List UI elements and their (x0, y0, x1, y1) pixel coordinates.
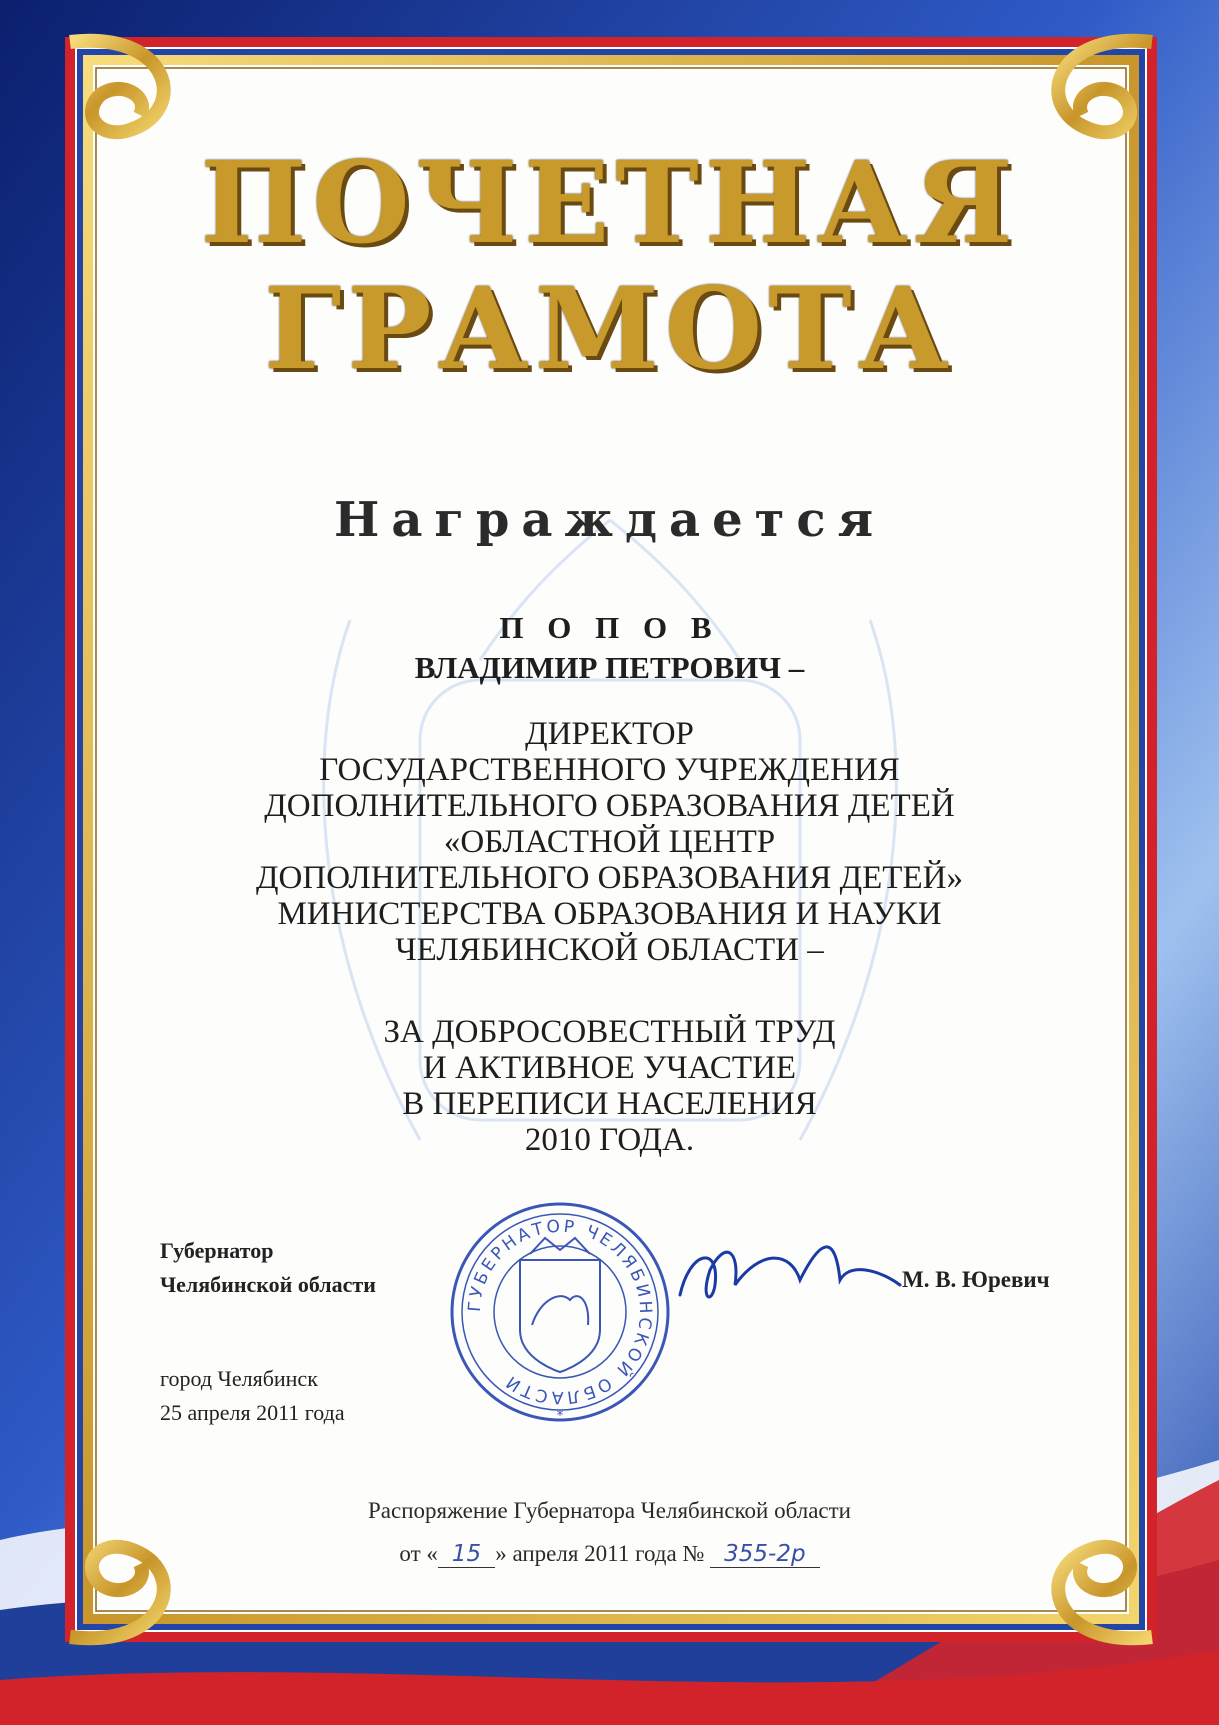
reason-line: И АКТИВНОЕ УЧАСТИЕ (422, 1050, 797, 1086)
award-reason (0, 1014, 1219, 1158)
position-line: «ОБЛАСТНОЙ ЦЕНТР (443, 824, 776, 860)
order-day: 15 (438, 1541, 495, 1568)
position-line: ГОСУДАРСТВЕННОГО УЧРЕЖДЕНИЯ (319, 752, 900, 788)
governor-title-line2: Челябинской области (160, 1272, 376, 1297)
recipient-surname: П О П О В (499, 610, 720, 645)
recipient-position (0, 716, 1219, 968)
certificate-title-line2: ГРАМОТА (264, 264, 955, 395)
reason-line: 2010 ГОДА. (524, 1122, 695, 1158)
position-line: МИНИСТЕРСТВА ОБРАЗОВАНИЯ И НАУКИ (277, 896, 942, 932)
place-and-date (160, 1362, 345, 1430)
order-middle: » апреля 2011 года № (495, 1541, 705, 1566)
position-line: ДОПОЛНИТЕЛЬНОГО ОБРАЗОВАНИЯ ДЕТЕЙ» (256, 860, 963, 896)
reason-line: В ПЕРЕПИСИ НАСЕЛЕНИЯ (402, 1086, 817, 1122)
governor-title (160, 1234, 376, 1302)
position-line: ДОПОЛНИТЕЛЬНОГО ОБРАЗОВАНИЯ ДЕТЕЙ (264, 788, 955, 824)
order-number: 355-2р (710, 1541, 819, 1568)
order-prefix: от « (399, 1541, 438, 1566)
order-reference-line1: Распоряжение Губернатора Челябинской области (367, 1498, 851, 1523)
issue-date: 25 апреля 2011 года (160, 1400, 345, 1425)
awarded-label: Награждается (333, 492, 886, 548)
seal-text: ГУБЕРНАТОР ЧЕЛЯБИНСКОЙ ОБЛАСТИ (464, 1216, 656, 1408)
position-line: ДИРЕКТОР (525, 716, 694, 752)
signer-name: М. В. Юревич (902, 1267, 1050, 1292)
certificate-title-line1: ПОЧЕТНАЯ (200, 138, 1019, 269)
governor-title-line1: Губернатор (160, 1238, 274, 1263)
reason-line: ЗА ДОБРОСОВЕСТНЫЙ ТРУД (383, 1014, 836, 1050)
order-reference-line2 (0, 1541, 1219, 1568)
city: город Челябинск (160, 1366, 318, 1391)
recipient-given-names: ВЛАДИМИР ПЕТРОВИЧ – (414, 650, 805, 685)
official-seal (452, 1204, 668, 1424)
svg-text:*: * (556, 1408, 564, 1424)
position-line: ЧЕЛЯБИНСКОЙ ОБЛАСТИ – (395, 932, 824, 968)
